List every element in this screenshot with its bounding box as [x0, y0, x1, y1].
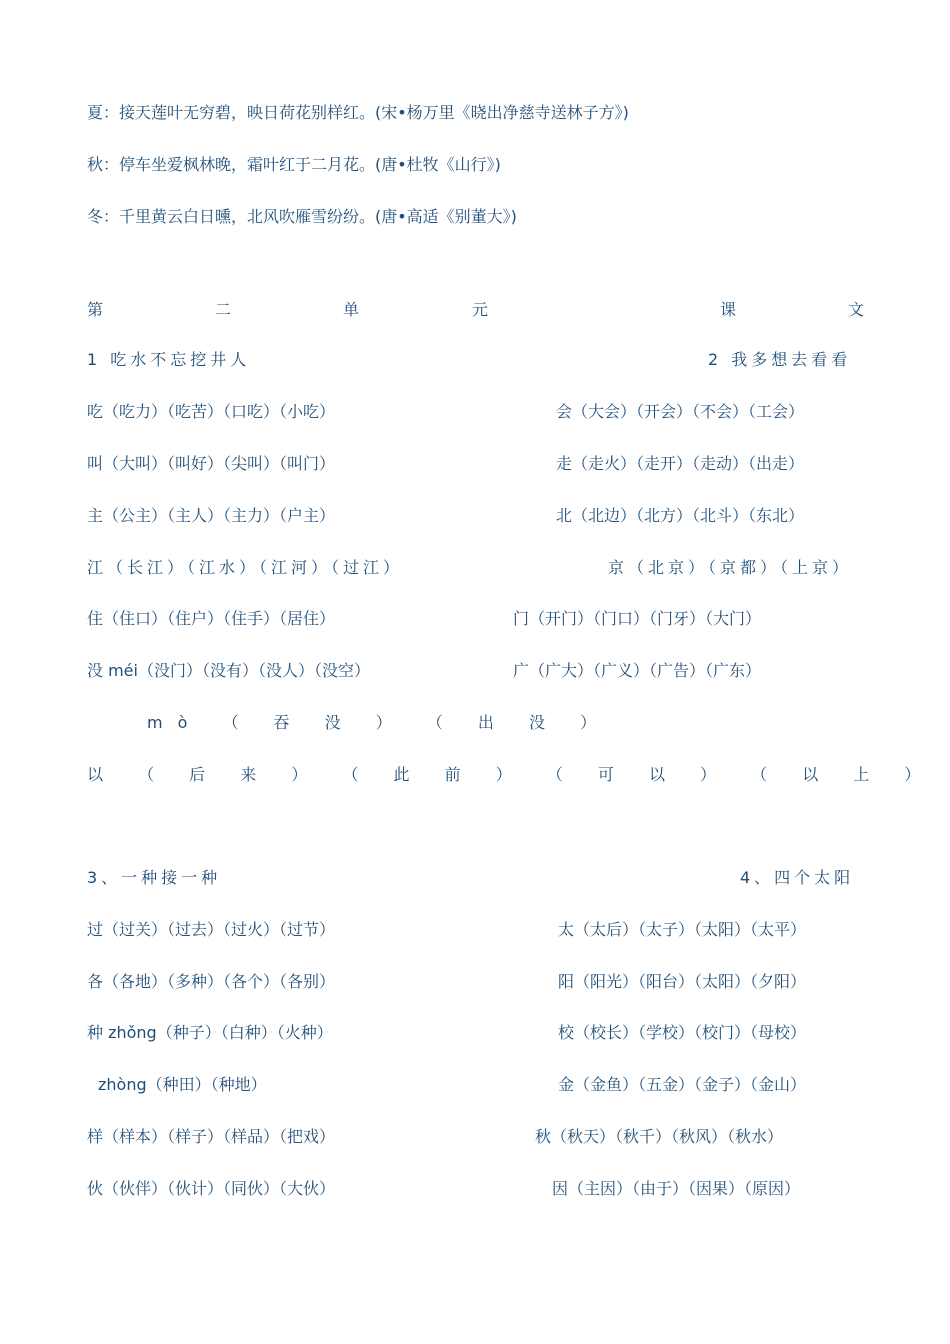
word-row: 吃（吃力）（吃苦）（口吃）（小吃） [87, 402, 336, 421]
word-row: 没 méi（没门）（没有）（没人）（没空） [87, 661, 370, 680]
word-row: 各（各地）（多种）（各个）（各别） [87, 972, 336, 991]
word-row: 叫（大叫）（叫好）（尖叫）（叫门） [87, 454, 336, 473]
word-row: 阳（阳光）（阳台）（太阳）（夕阳） [558, 972, 807, 991]
word-row: 种 zhǒng（种子）（白种）（火种） [87, 1023, 333, 1042]
lesson-title: 3、一种接一种 [87, 868, 222, 887]
word-row: 样（样本）（样子）（样品）（把戏） [87, 1127, 336, 1146]
word-row: 伙（伙伴）（伙计）（同伙）（大伙） [87, 1179, 336, 1198]
unit-heading-char: 二 [215, 300, 232, 319]
lesson-title: 1 吃水不忘挖井人 [87, 350, 251, 369]
word-row: 广（广大）（广义）（广告）（广东） [513, 661, 762, 680]
word-row: 会（大会）（开会）（不会）（工会） [556, 402, 805, 421]
word-row: 太（太后）（太子）（太阳）（太平） [558, 920, 807, 939]
word-row: 门（开门）（门口）（门牙）（大门） [513, 609, 762, 628]
word-row: 以 （ 后 来 ） （ 此 前 ） （ 可 以 ） （ 以 上 ） [87, 765, 936, 784]
word-row: 走（走火）（走开）（走动）（出走） [556, 454, 805, 473]
unit-heading-char: 文 [848, 300, 865, 319]
word-row: 江（长江）（江水）（江河）（过江） [87, 558, 404, 577]
word-row: 因（主因）（由于）（因果）（原因） [552, 1179, 801, 1198]
lesson-title: 2 我多想去看看 [708, 350, 852, 369]
word-row: 过（过关）（过去）（过火）（过节） [87, 920, 336, 939]
lesson-title: 4、四个太阳 [740, 868, 855, 887]
poem-summer: 夏：接天莲叶无穷碧，映日荷花别样红。(宋•杨万里《晓出净慈寺送林子方》) [87, 103, 629, 122]
poem-autumn: 秋：停车坐爱枫林晚，霜叶红于二月花。(唐•杜牧《山行》) [87, 155, 501, 174]
word-row: 北（北边）（北方）（北斗）（东北） [556, 506, 805, 525]
word-row: mò （ 吞 没 ） （ 出 没 ） [147, 713, 612, 732]
word-row: 住（住口）（住户）（住手）（居住） [87, 609, 336, 628]
word-row: 京（北京）（京都）（上京） [608, 558, 853, 577]
unit-heading-char: 课 [720, 300, 737, 319]
word-row: 校（校长）（学校）（校门）（母校） [558, 1023, 807, 1042]
word-row: 主（公主）（主人）（主力）（户主） [87, 506, 336, 525]
word-row: 秋（秋天）（秋千）（秋风）（秋水） [535, 1127, 784, 1146]
word-row: 金（金鱼）（五金）（金子）（金山） [558, 1075, 807, 1094]
unit-heading-char: 单 [343, 300, 360, 319]
unit-heading-char: 第 [87, 300, 104, 319]
word-row: zhòng（种田）（种地） [98, 1075, 267, 1094]
poem-winter: 冬：千里黄云白日曛，北风吹雁雪纷纷。(唐•高适《别董大》) [87, 207, 517, 226]
unit-heading-char: 元 [472, 300, 489, 319]
